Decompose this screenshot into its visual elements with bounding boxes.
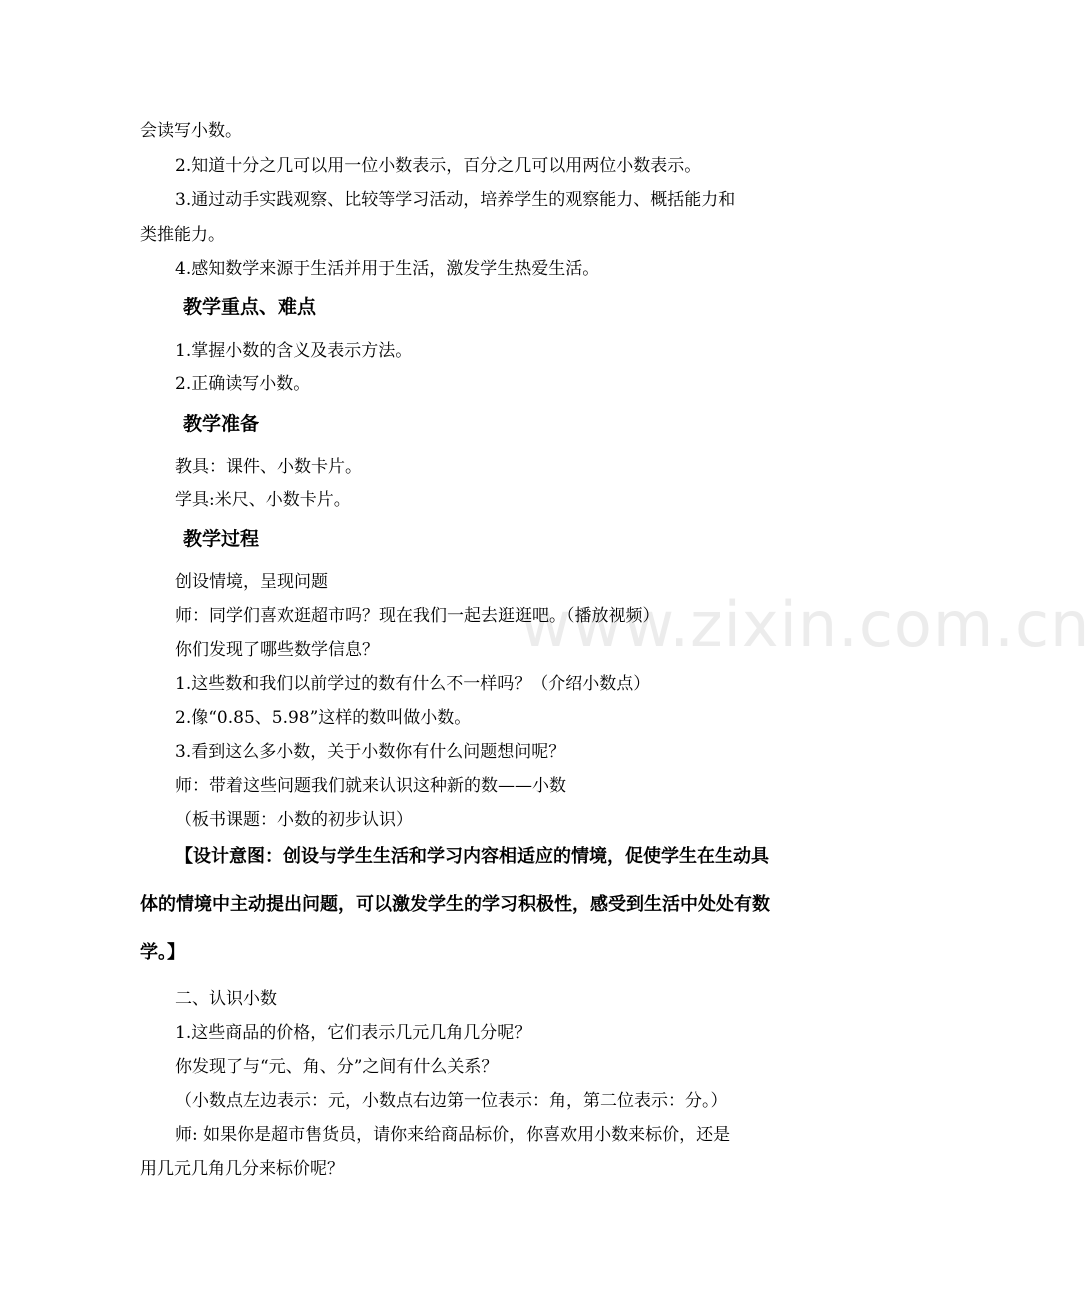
- process-line-2: 师：同学们喜欢逛超市吗？现在我们一起去逛逛吧。（播放视频）: [175, 606, 660, 626]
- section-two-title: 二、认识小数: [175, 989, 277, 1009]
- objective-item-3-line-2: 类推能力。: [140, 225, 225, 245]
- process-line-7: 师：带着这些问题我们就来认识这种新的数——小数: [175, 776, 566, 796]
- heading-key-points: 教学重点、难点: [183, 296, 317, 318]
- objective-continuation: 会读写小数。: [140, 121, 242, 141]
- key-point-item-2: 2.正确读写小数。: [175, 374, 311, 394]
- design-intent-line-2: 体的情境中主动提出问题，可以激发学生的学习积极性，感受到生活中处处有数: [140, 894, 770, 915]
- section-two-q3: （小数点左边表示：元，小数点右边第一位表示：角，第二位表示：分。）: [175, 1091, 728, 1111]
- watermark: www.zixin.com.cn: [520, 588, 1090, 661]
- process-line-1: 创设情境，呈现问题: [175, 572, 328, 592]
- heading-process: 教学过程: [183, 528, 260, 550]
- process-line-8: （板书课题：小数的初步认识）: [175, 810, 413, 830]
- section-two-q2: 你发现了与“元、角、分”之间有什么关系？: [175, 1057, 499, 1077]
- teacher-tools: 教具：课件、小数卡片。: [175, 457, 362, 477]
- design-intent-line-1: 【设计意图：创设与学生生活和学习内容相适应的情境，促使学生在生动具: [175, 846, 769, 867]
- objective-item-4: 4.感知数学来源于生活并用于生活，激发学生热爱生活。: [175, 259, 600, 279]
- design-intent-line-3: 学。】: [140, 942, 185, 963]
- section-two-q4-line-2: 用几元几角几分来标价呢？: [140, 1159, 344, 1179]
- section-two-q4-line-1: 师: 如果你是超市售货员，请你来给商品标价，你喜欢用小数来标价，还是: [175, 1125, 731, 1145]
- heading-preparation: 教学准备: [183, 413, 260, 435]
- objective-item-2: 2.知道十分之几可以用一位小数表示，百分之几可以用两位小数表示。: [175, 156, 702, 176]
- process-line-5: 2.像“0.85、5.98”这样的数叫做小数。: [175, 708, 472, 728]
- objective-item-3-line-1: 3.通过动手实践观察、比较等学习活动，培养学生的观察能力、概括能力和: [175, 190, 736, 210]
- section-two-q1: 1.这些商品的价格，它们表示几元几角几分呢？: [175, 1023, 532, 1043]
- student-tools: 学具:米尺、小数卡片。: [175, 490, 351, 510]
- key-point-item-1: 1.掌握小数的含义及表示方法。: [175, 341, 413, 361]
- process-line-4: 1.这些数和我们以前学过的数有什么不一样吗？（介绍小数点）: [175, 674, 651, 694]
- process-line-3: 你们发现了哪些数学信息？: [175, 640, 379, 660]
- process-line-6: 3.看到这么多小数，关于小数你有什么问题想问呢？: [175, 742, 566, 762]
